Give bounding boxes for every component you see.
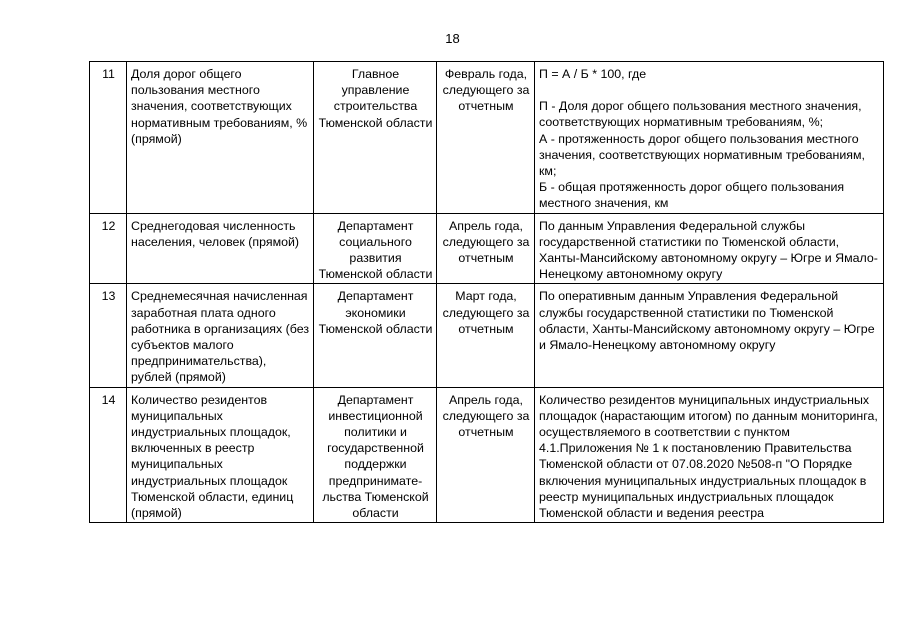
method-line: По данным Управления Федеральной службы государственной статистики по Тюменской области, Ханты-Мансийскому автономному округу – Югре и Ямало-Ненецкому автономному округу <box>539 218 878 282</box>
page-number: 18 <box>445 31 460 46</box>
row-number: 12 <box>90 213 127 284</box>
indicator-name: Среднемесячная начисленная заработная плата одного работника в организациях (без субъектов малого предпринимательства), рублей (прямой) <box>127 284 314 387</box>
method-line: А - протяженность дорог общего пользования местного значения, соответствующих нормативным требованиям, км; <box>539 131 865 179</box>
responsible-department: Главное управление строительства Тюменской области <box>314 62 437 214</box>
indicator-name: Количество резидентов муниципальных индустриальных площадок, включенных в реестр муниципальных индустриальных площадок Тюменской области, единиц (прямой) <box>127 387 314 523</box>
calculation-method <box>535 62 884 214</box>
responsible-department: Департамент экономики Тюменской области <box>314 284 437 387</box>
reporting-term: Март года, следующего за отчетным <box>437 284 535 387</box>
row-number: 14 <box>90 387 127 523</box>
method-line: П - Доля дорог общего пользования местного значения, соответствующих нормативным требованиям, %; <box>539 99 862 130</box>
responsible-department: Департамент инвестиционной политики и государственной поддержки предпринимате- льства Тюменской области <box>314 387 437 523</box>
method-line: Б - общая протяженность дорог общего пользования местного значения, км <box>539 180 845 211</box>
table-row <box>90 62 884 214</box>
method-spacer <box>539 82 880 98</box>
calculation-method <box>535 213 884 284</box>
method-line: По оперативным данным Управления Федеральной службы государственной статистики по Тюменской области, Ханты-Мансийскому автономному округу – Югре и Ямало-Ненецкому автономному округу <box>539 289 875 353</box>
row-number: 13 <box>90 284 127 387</box>
table-row <box>90 213 884 284</box>
table-row <box>90 387 884 523</box>
indicator-name: Доля дорог общего пользования местного значения, соответствующих нормативным требованиям, % (прямой) <box>127 62 314 214</box>
method-formula: П = А / Б * 100, где <box>539 67 647 81</box>
indicators-table <box>89 61 884 523</box>
indicator-name: Среднегодовая численность населения, человек (прямой) <box>127 213 314 284</box>
method-line: Количество резидентов муниципальных индустриальных площадок (нарастающим итогом) по данным мониторинга, осуществляемого в соответствии с пунктом 4.1.Приложения № 1 к постановлению Правительства Тюменской области от 07.08.2020 №508-п "О Порядке включения муниципальных индустриальных площадок в реестр муниципальных индустриальных площадок Тюменской области и ведения реестра <box>539 392 878 521</box>
reporting-term: Апрель года, следующего за отчетным <box>437 387 535 523</box>
responsible-department: Департамент социального развития Тюменской области <box>314 213 437 284</box>
table-row <box>90 284 884 387</box>
reporting-term: Февраль года, следующего за отчетным <box>437 62 535 214</box>
calculation-method <box>535 387 884 523</box>
calculation-method <box>535 284 884 387</box>
row-number: 11 <box>90 62 127 214</box>
reporting-term: Апрель года, следующего за отчетным <box>437 213 535 284</box>
